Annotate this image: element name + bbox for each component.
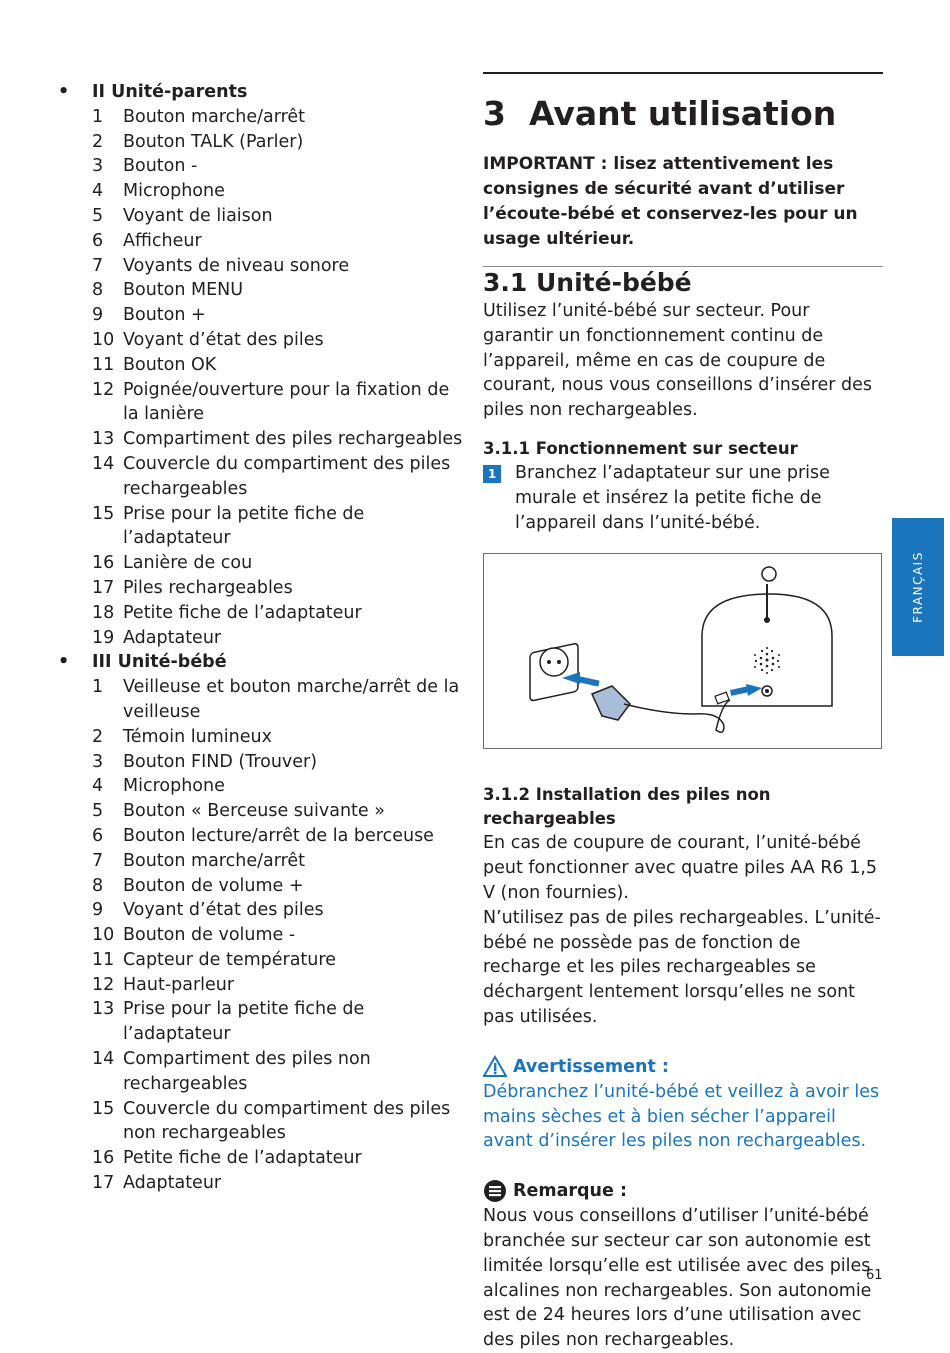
item-list — [92, 675, 466, 1196]
item-number: 8 — [92, 280, 104, 301]
item-text: Haut-parleur — [123, 974, 235, 995]
paragraph: En cas de coupure de courant, l’unité-bébé peut fonctionner avec quatre piles AA R6 1,5 V (non fournies). — [483, 833, 878, 903]
item-number: 6 — [92, 230, 104, 251]
item-text: Compartiment des piles rechargeables — [123, 429, 463, 450]
item-number: 5 — [92, 205, 104, 226]
item-number: 13 — [92, 999, 115, 1020]
item-number: 10 — [92, 329, 115, 350]
item-number: 11 — [92, 354, 115, 375]
item-list — [92, 105, 466, 651]
list-item — [92, 675, 466, 725]
list-item — [92, 254, 466, 279]
item-number: 3 — [92, 751, 104, 772]
bullet: • — [58, 652, 70, 673]
item-text: Voyants de niveau sonore — [123, 255, 350, 276]
item-text: Lanière de cou — [123, 553, 253, 574]
list-item — [92, 948, 466, 973]
item-text: Voyant d’état des piles — [123, 329, 324, 350]
group-parent-unit — [56, 80, 466, 650]
list-item — [92, 849, 466, 874]
list-item — [92, 452, 466, 502]
list-item — [92, 154, 466, 179]
list-item — [92, 328, 466, 353]
adapter-body — [592, 686, 630, 720]
item-text: Bouton MENU — [123, 280, 244, 301]
list-item — [92, 725, 466, 750]
item-text: Voyant d’état des piles — [123, 900, 324, 921]
section-intro: Utilisez l’unité-bébé sur secteur. Pour garantir un fonctionnement continu de l’appareil, même en cas de coupure de courant, nous vous conseillons d’insérer des piles non rechargeables. — [483, 301, 873, 421]
list-item — [92, 601, 466, 626]
item-text: Microphone — [123, 181, 225, 202]
important-notice: IMPORTANT : lisez attentivement les consignes de sécurité avant d’utiliser l’écoute-bébé et conservez-les pour un usage ultérieur. — [483, 154, 858, 249]
illustration-adapter-plug — [483, 553, 882, 749]
step-1 — [483, 461, 883, 535]
list-item — [92, 997, 466, 1047]
item-number: 2 — [92, 131, 104, 152]
item-text: Bouton « Berceuse suivante » — [123, 801, 385, 822]
list-item — [92, 229, 466, 254]
list-item — [92, 1171, 466, 1196]
item-number: 11 — [92, 949, 115, 970]
item-number: 7 — [92, 850, 104, 871]
list-item — [92, 973, 466, 998]
item-number: 3 — [92, 156, 104, 177]
item-number: 10 — [92, 925, 115, 946]
list-item — [92, 378, 466, 428]
list-item — [92, 874, 466, 899]
list-item — [92, 1047, 466, 1097]
list-item — [92, 303, 466, 328]
item-text: Bouton TALK (Parler) — [123, 131, 304, 152]
warning-title: Avertissement : — [513, 1056, 669, 1077]
main-column — [483, 72, 883, 1353]
list-item — [92, 774, 466, 799]
item-number: 17 — [92, 1173, 115, 1194]
item-number: 9 — [92, 305, 104, 326]
item-number: 16 — [92, 553, 115, 574]
list-item — [92, 353, 466, 378]
language-label: FRANÇAIS — [911, 551, 925, 623]
item-number: 4 — [92, 181, 104, 202]
step-text: Branchez l’adaptateur sur une prise murale et insérez la petite fiche de l’appareil dans l’unité-bébé. — [515, 462, 830, 533]
step-number-badge: 1 — [483, 465, 501, 483]
warning-triangle-icon — [483, 1055, 507, 1079]
language-tab — [892, 518, 944, 656]
component-list — [56, 80, 466, 1196]
list-item — [92, 576, 466, 601]
list-item — [92, 204, 466, 229]
item-text: Poignée/ouverture pour la fixation de la lanière — [123, 379, 450, 425]
adapter-diagram — [484, 554, 881, 748]
item-text: Petite fiche de l’adaptateur — [123, 602, 362, 623]
group-baby-unit — [56, 650, 466, 1196]
group-title: II Unité-parents — [92, 82, 248, 102]
chapter-heading — [483, 94, 883, 134]
item-text: Capteur de température — [123, 949, 336, 970]
list-item — [92, 1146, 466, 1171]
item-text: Microphone — [123, 776, 225, 797]
item-number: 1 — [92, 677, 104, 698]
item-number: 1 — [92, 106, 104, 127]
item-number: 6 — [92, 825, 104, 846]
item-text: Bouton de volume + — [123, 875, 304, 896]
item-text: Bouton de volume - — [123, 925, 296, 946]
item-text: Bouton marche/arrêt — [123, 850, 306, 871]
page-number: 61 — [866, 1268, 883, 1283]
item-text: Voyant de liaison — [123, 205, 273, 226]
note-heading — [483, 1178, 883, 1204]
item-number: 13 — [92, 429, 115, 450]
item-number: 7 — [92, 255, 104, 276]
item-text: Bouton FIND (Trouver) — [123, 751, 318, 772]
note-icon — [483, 1179, 507, 1203]
list-item — [92, 750, 466, 775]
group-title: III Unité-bébé — [92, 652, 227, 673]
warning-text: Débranchez l’unité-bébé et veillez à avoir les mains sèches et à bien sécher l’appareil avant d’insérer les piles non rechargeables. — [483, 1081, 880, 1152]
list-item — [92, 551, 466, 576]
warning-heading — [483, 1054, 883, 1080]
item-number: 12 — [92, 379, 115, 400]
list-item — [92, 1097, 466, 1147]
item-number: 2 — [92, 726, 104, 747]
item-text: Couvercle du compartiment des piles rechargeables — [123, 453, 451, 499]
subsection-title: 3.1.2 Installation des piles non rechargeables — [483, 785, 771, 829]
item-number: 14 — [92, 453, 115, 474]
item-number: 19 — [92, 627, 115, 648]
item-number: 16 — [92, 1148, 115, 1169]
list-item — [92, 502, 466, 552]
item-number: 15 — [92, 503, 115, 524]
list-item — [92, 824, 466, 849]
list-item — [92, 427, 466, 452]
section-title: 3.1 Unité-bébé — [483, 268, 692, 297]
item-text: Couvercle du compartiment des piles non rechargeables — [123, 1098, 451, 1144]
item-number: 18 — [92, 602, 115, 623]
item-text: Bouton + — [123, 305, 206, 326]
item-text: Afficheur — [123, 230, 202, 251]
list-item — [92, 626, 466, 651]
item-text: Prise pour la petite fiche de l’adaptateur — [123, 999, 365, 1045]
list-item — [92, 105, 466, 130]
bullet: • — [58, 82, 70, 102]
item-text: Veilleuse et bouton marche/arrêt de la veilleuse — [123, 677, 460, 722]
list-item — [92, 278, 466, 303]
top-rule — [483, 72, 883, 74]
item-text: Bouton marche/arrêt — [123, 106, 306, 127]
item-number: 12 — [92, 974, 115, 995]
item-number: 9 — [92, 900, 104, 921]
item-number: 4 — [92, 776, 104, 797]
list-item — [92, 799, 466, 824]
chapter-number: 3 — [483, 94, 506, 133]
list-item — [92, 923, 466, 948]
paragraph: N’utilisez pas de piles rechargeables. L’unité-bébé ne possède pas de fonction de recharge et les piles rechargeables se déchargent lentement lorsqu’elles ne sont pas utilisées. — [483, 907, 881, 1027]
item-text: Bouton OK — [123, 354, 217, 375]
subsection-title: 3.1.1 Fonctionnement sur secteur — [483, 438, 798, 458]
item-text: Adaptateur — [123, 1173, 222, 1194]
item-text: Petite fiche de l’adaptateur — [123, 1148, 362, 1169]
list-item — [92, 898, 466, 923]
note-title: Remarque : — [513, 1181, 627, 1202]
item-text: Piles rechargeables — [123, 577, 293, 598]
note-text: Nous vous conseillons d’utiliser l’unité-bébé branchée sur secteur car son autonomie est limitée lorsqu’elle est utilisée avec des piles alcalines non rechargeables. Son autonomie est de 24 heures lors d’une utilisation avec des piles non rechargeables. — [483, 1206, 872, 1351]
item-text: Adaptateur — [123, 627, 222, 648]
item-number: 17 — [92, 577, 115, 598]
item-text: Compartiment des piles non rechargeables — [123, 1049, 371, 1094]
list-item — [92, 179, 466, 204]
item-text: Témoin lumineux — [123, 726, 272, 747]
item-number: 14 — [92, 1049, 115, 1070]
item-text: Prise pour la petite fiche de l’adaptateur — [123, 503, 365, 549]
item-number: 5 — [92, 801, 104, 822]
item-text: Bouton lecture/arrêt de la berceuse — [123, 825, 434, 846]
list-item — [92, 130, 466, 155]
chapter-title: Avant utilisation — [529, 94, 837, 133]
item-text: Bouton - — [123, 156, 198, 177]
antenna-ring — [762, 567, 776, 581]
item-number: 8 — [92, 875, 104, 896]
item-number: 15 — [92, 1098, 115, 1119]
